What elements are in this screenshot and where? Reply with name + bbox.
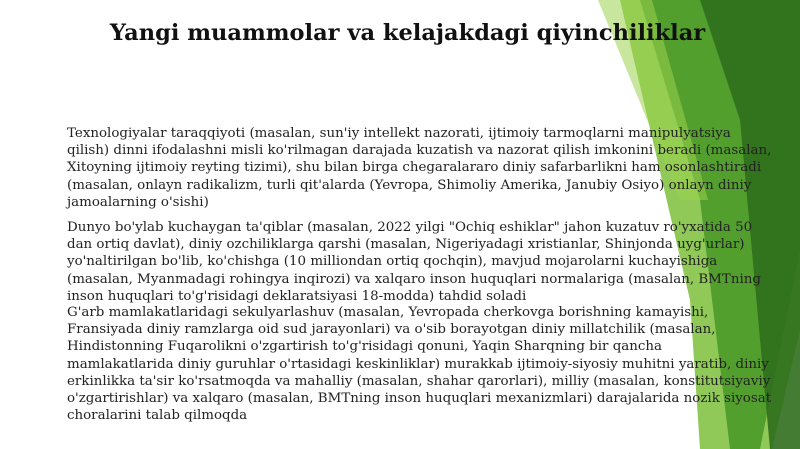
paragraph-persecution: Dunyo bo'ylab kuchaygan ta'qiblar (masalan, 2022 yilgi "Ochiq eshiklar" jahon kuzatuv ro'yxatida 50 dan ortiq davlat), diniy ozchiliklarga qarshi (masalan, Nigeriyadagi xristianlar, Shinjonda uyg'urlar) yo'naltirilgan bo'lib, ko'chishga (10 milliondan ortiq qochqin), mavjud mojarolarni kuchayishiga (masalan, Myanmadagi rohingya inqirozi) va xalqaro inson huquqlari normalariga (masalan, BMTning inson huquqlari to'g'risidagi deklaratsiyasi 18-modda) tahdid soladi bbox=[67, 220, 761, 304]
paragraph-secularization: G'arb mamlakatlaridagi sekulyarlashuv (masalan, Yevropada cherkovga borishning kamayishi, Fransiyada diniy ramzlarga oid sud jarayonlari) va o'sib borayotgan diniy millatchilik (masalan, Hindistonning Fuqarolikni o'zgartirish to'g'risidagi qonuni, Yaqin Sharqning bir qancha mamlakatlarida diniy guruhlar o'rtasidagi keskinliklar) murakkab ijtimoiy-siyosiy muhitni yaratib, diniy erkinlikka ta'sir ko'rsatmoqda va mahalliy (masalan, shahar qarorlari), milliy (masalan, konstitutsiyaviy o'zgartirishlar) va xalqaro (masalan, BMTning inson huquqlari mexanizmlari) darajalarida nozik siyosat choralarini talab qilmoqda bbox=[67, 305, 772, 424]
slide-body bbox=[67, 125, 772, 424]
slide-title: Yangi muammolar va kelajakdagi qiyinchiliklar bbox=[109, 20, 706, 46]
paragraph-technology: Texnologiyalar taraqqiyoti (masalan, sun'iy intellekt nazorati, ijtimoiy tarmoqlarni manipulyatsiya qilish) dinni ifodalashni misli ko'rilmagan darajada kuzatish va nazorat qilish imkonini beradi (masalan, Xitoyning ijtimoiy reyting tizimi), shu bilan birga chegaralararo diniy safarbarlikni ham osonlashtiradi (masalan, onlayn radikalizm, turli qit'alarda (Yevropa, Shimoliy Amerika, Janubiy Osiyo) onlayn diniy jamoalarning o'sishi) bbox=[67, 126, 772, 210]
